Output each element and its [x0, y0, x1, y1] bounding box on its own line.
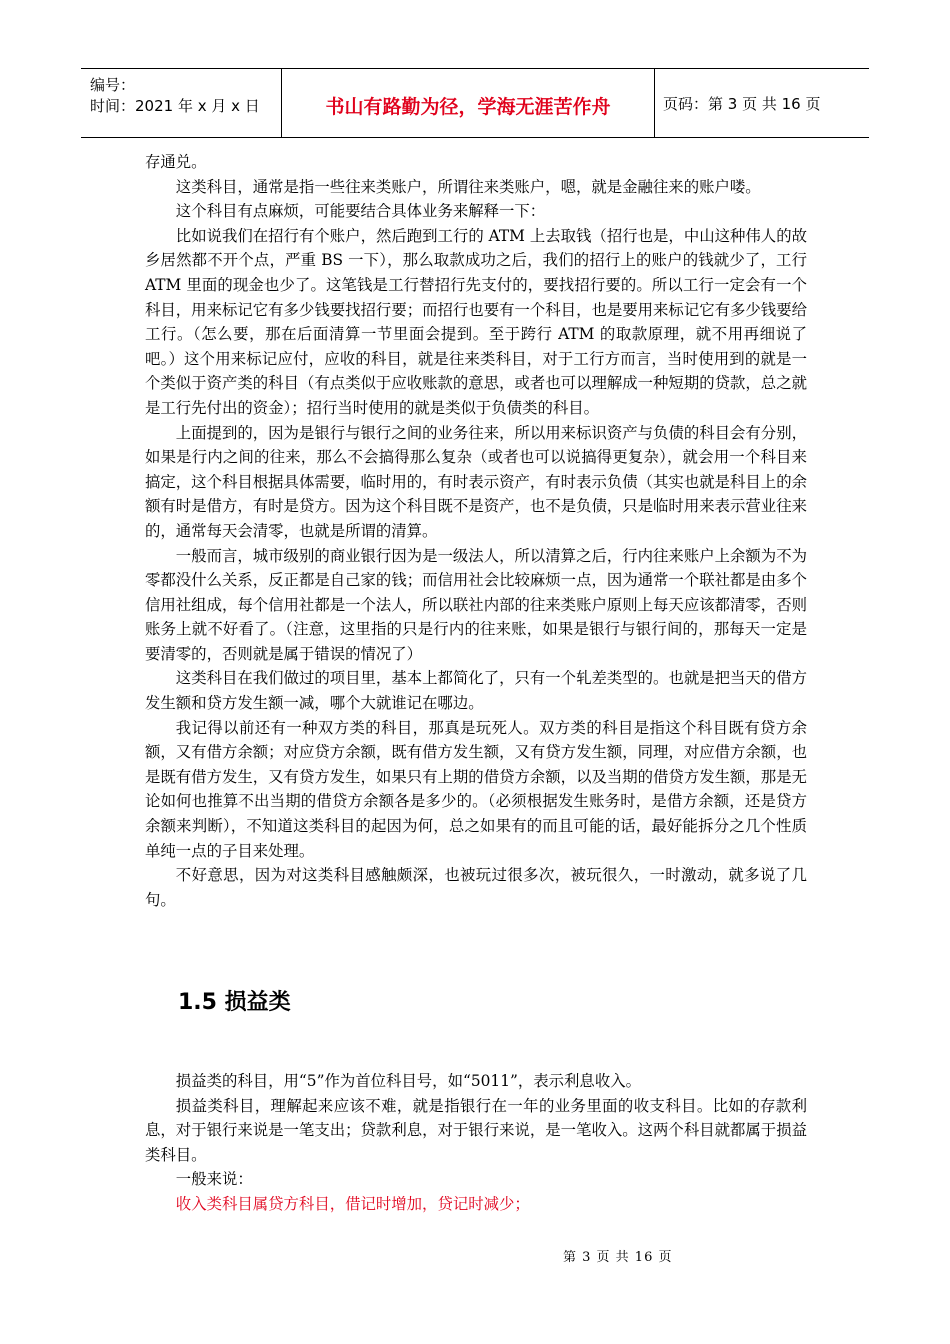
header-table: [81, 68, 869, 138]
paragraph: 比如说我们在招行有个账户，然后跑到工行的 ATM 上去取钱（招行也是，中山这种伟人的故乡居然都不开个点，严重 BS 一下），那么取款成功之后，我们的招行上的账户的钱就少了，工行 ATM 里面的现金也少了。这笔钱是工行替招行先支付的，要找招行要的。所以工行一定会有一个科目，用来标记它有多少钱要找招行要；而招行也要有一个科目，也是要用来标记它有多少钱要给工行。（怎么要，那在后面清算一节里面会提到。至于跨行 ATM 的取款原理，就不用再细说了吧。）这个用来标记应付，应收的科目，就是往来类科目，对于工行方而言，当时使用到的就是一个类似于资产类的科目（有点类似于应收账款的意思，或者也可以理解成一种短期的贷款，总之就是工行先付出的资金）；招行当时使用的就是类似于负债类的科目。: [145, 226, 807, 417]
header-number-label: 编号：: [90, 76, 136, 94]
paragraph: 上面提到的，因为是银行与银行之间的业务往来，所以用来标识资产与负债的科目会有分别，如果是行内之间的往来，那么不会搞得那么复杂（或者也可以说搞得更复杂），就会用一个科目来搞定，这个科目根据具体需要，临时用的，有时表示资产，有时表示负债（其实也就是科目上的余额有时是借方，有时是贷方。因为这个科目既不是资产，也不是负债，只是临时用来表示营业往来的，通常每天会清零，也就是所谓的清算。: [145, 423, 807, 540]
paragraph: 这类科目在我们做过的项目里，基本上都简化了，只有一个轧差类型的。也就是把当天的借方发生额和贷方发生额一减，哪个大就谁记在哪边。: [145, 669, 807, 713]
paragraph: 存通兑。: [145, 153, 207, 171]
paragraph: 一般而言，城市级别的商业银行因为是一级法人，所以清算之后，行内往来账户上余额为不为零都没什么关系，反正都是自己家的钱；而信用社会比较麻烦一点，因为通常一个联社都是由多个信用社组成，每个信用社都是一个法人，所以联社内部的往来类账户原则上每天应该都清零，否则账务上就不好看了。（注意，这里指的只是行内的往来账，如果是银行与银行间的，那每天一定是要清零的，否则就是属于错误的情况了）: [145, 546, 807, 663]
header-date-label: 时间：2021 年 x 月 x 日: [90, 97, 260, 115]
page-footer: 第 3 页 共 16 页: [563, 1250, 673, 1265]
paragraph: 不好意思，因为对这类科目感触颇深，也被玩过很多次，被玩很久，一时激动，就多说了几句。: [145, 866, 807, 909]
paragraph: 我记得以前还有一种双方类的科目，那真是玩死人。双方类的科目是指这个科目既有贷方余额，又有借方余额；对应贷方余额，既有借方发生额，又有贷方发生额，同理，对应借方余额，也是既有借方发生，又有贷方发生，如果只有上期的借贷方余额，以及当期的借贷方发生额，那是无论如何也推算不出当期的借贷方余额各是多少的。（必须根据发生账务时，是借方余额，还是贷方余额来判断），不知道这类科目的起因为何，总之如果有的而且可能的话，最好能拆分之几个性质单纯一点的子目来处理。: [145, 718, 807, 860]
paragraph: 这类科目，通常是指一些往来类账户，所谓往来类账户，嗯，就是金融往来的账户喽。: [175, 177, 761, 196]
header-left-cell: [81, 69, 282, 137]
header-page-label: 页码：第 3 页 共 16 页: [663, 94, 821, 113]
paragraph: 损益类科目，理解起来应该不难，就是指银行在一年的业务里面的收支科目。比如的存款利息，对于银行来说是一笔支出；贷款利息，对于银行来说，是一笔收入。这两个科目就都属于损益类科目。: [145, 1096, 807, 1164]
paragraph: 一般来说：: [175, 1170, 253, 1189]
paragraph: 损益类的科目，用“5”作为首位科目号，如“5011”，表示利息收入。: [175, 1072, 641, 1090]
section-body-text: [145, 1069, 807, 1217]
body-text: [145, 150, 807, 912]
paragraph: 这个科目有点麻烦，可能要结合具体业务来解释一下：: [175, 202, 546, 221]
highlighted-paragraph: 收入类科目属贷方科目，借记时增加，贷记时减少；: [175, 1194, 530, 1213]
header-motto: 书山有路勤为径，学海无涯苦作舟: [282, 69, 655, 137]
section-heading: 1.5 损益类: [178, 990, 291, 1015]
